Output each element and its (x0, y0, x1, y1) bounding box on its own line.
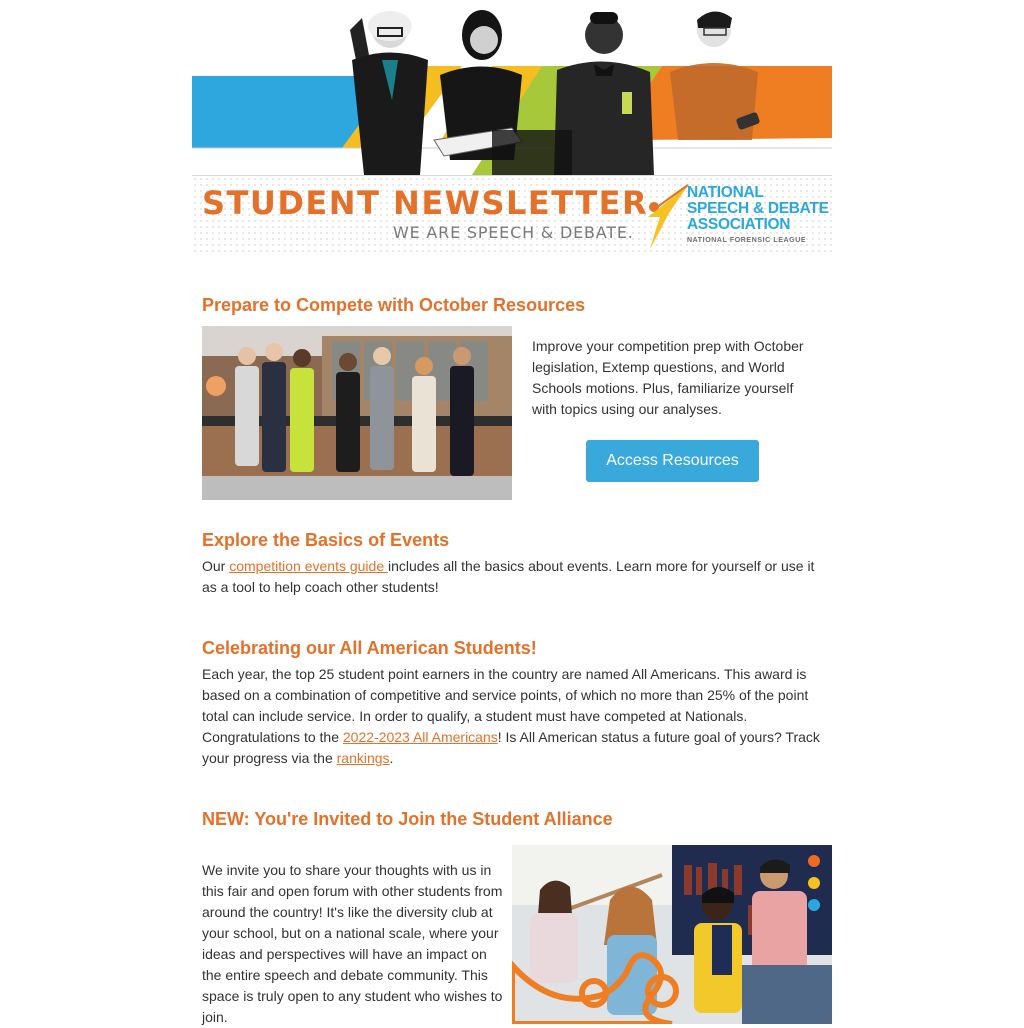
logo-line-2: SPEECH & DEBATE (687, 200, 829, 217)
all-american-text-1: Each year, the top 25 student point earners in the country are named All Americans. This award is based on a combination of competitive and service points, of which no more than 25% of the point total can include service. In order to qualify, a student must have competed at Nationals. Congratulations to the (202, 666, 809, 745)
resources-heading: Prepare to Compete with October Resources (202, 295, 586, 315)
all-american-paragraph (202, 664, 824, 769)
students-group-photo (202, 326, 512, 500)
student-alliance-paragraph: We invite you to share your thoughts with us in this fair and open forum with other students from around the country! It's like the diversity club at your school, but on a national scale, where your ideas and perspectives will have an impact on the entire speech and debate community. This space is truly open to any student who wishes to join. (202, 862, 503, 1025)
rankings-link[interactable]: rankings (336, 750, 390, 766)
events-heading: Explore the Basics of Events (202, 530, 450, 550)
logo-line-1: NATIONAL (687, 184, 764, 201)
all-american-heading: Celebrating our All American Students! (202, 638, 537, 658)
newsletter-email (192, 0, 832, 1024)
nsda-logo[interactable] (644, 181, 829, 251)
student-figure-1 (350, 11, 428, 175)
group-photo-illustration (202, 326, 512, 500)
student-alliance-heading: NEW: You're Invited to Join the Student Alliance (202, 809, 613, 829)
newsletter-title: STUDENT NEWSLETTER (202, 184, 649, 222)
all-american-text-2: ! Is All American status a future goal of yours? Track your progress via the (202, 729, 820, 766)
events-paragraph (202, 556, 824, 598)
events-text-before: Our (202, 558, 230, 574)
masthead (192, 175, 832, 254)
header-banner (192, 0, 832, 175)
events-text-after: includes all the basics about events. Learn more for yourself or use it as a tool to help coach other students! (202, 558, 815, 595)
logo-subline: NATIONAL FORENSIC LEAGUE (687, 237, 807, 244)
all-american-text-3: . (389, 750, 394, 766)
student-alliance-photo (512, 845, 832, 1024)
newsletter-tagline: WE ARE SPEECH & DEBATE. (393, 223, 634, 242)
alliance-photo-illustration (512, 845, 832, 1024)
banner-illustration (192, 0, 832, 175)
resources-description: Improve your competition prep with October legislation, Extemp questions, and World Schools motions. Plus, familiarize yourself with topics using our analyses. (532, 338, 804, 417)
all-americans-link[interactable]: 2022-2023 All Americans (342, 729, 498, 745)
logo-line-3: ASSOCIATION (687, 216, 791, 233)
competition-events-guide-link[interactable]: competition events guide (229, 558, 388, 574)
access-resources-button[interactable]: Access Resources (586, 440, 759, 482)
student-figure-4 (670, 11, 760, 140)
